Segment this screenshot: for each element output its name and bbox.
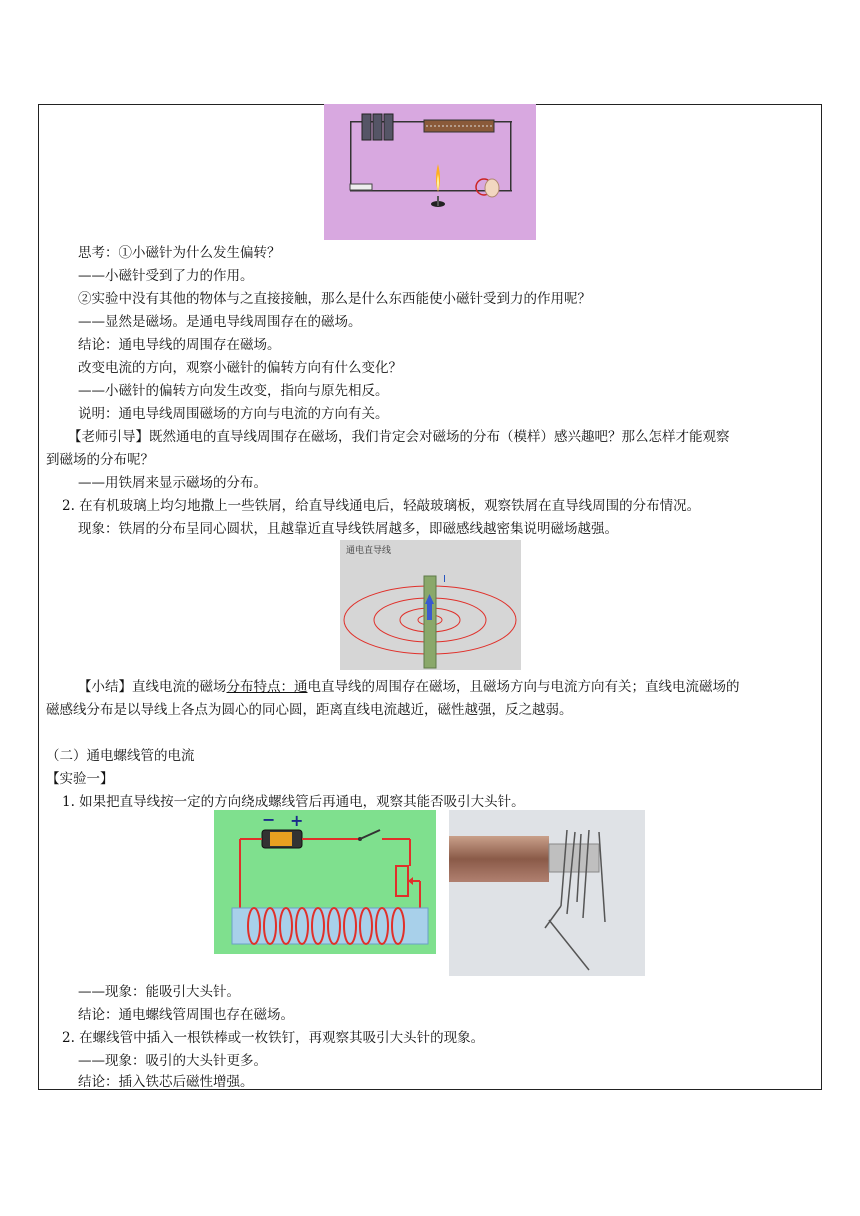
solenoid-conclusion-1: 结论：通电螺线管周围也存在磁场。 bbox=[78, 1007, 294, 1023]
think-answer-3: ——小磁针的偏转方向发生改变，指向与原先相反。 bbox=[78, 383, 389, 399]
teacher-guide-answer: ——用铁屑来显示磁场的分布。 bbox=[78, 475, 267, 491]
solenoid-circuit-diagram bbox=[214, 810, 436, 954]
summary-prefix: 【小结】直线电流的磁场 bbox=[78, 679, 227, 695]
think-question-2: ②实验中没有其他的物体与之直接接触，那么是什么东西能使小磁针受到力的作用呢？ bbox=[78, 291, 591, 307]
figure-concentric-field-lines bbox=[340, 540, 521, 670]
circuit-diagram bbox=[324, 104, 536, 240]
figure-caption: 通电直导线 bbox=[346, 546, 392, 556]
solenoid-conclusion-2: 结论：插入铁芯后磁性增强。 bbox=[78, 1074, 254, 1090]
solenoid-step-1: 1. 如果把直导线按一定的方向绕成螺线管后再通电，观察其能否吸引大头针。 bbox=[62, 794, 525, 810]
conclusion-1: 结论：通电导线的周围存在磁场。 bbox=[78, 337, 281, 353]
solenoid-phenomenon-2: ——现象：吸引的大头针更多。 bbox=[78, 1053, 267, 1069]
summary-rest: 电直导线的周围存在磁场，且磁场方向与电流方向有关；直线电流磁场的 bbox=[307, 679, 740, 695]
summary-line-2: 磁感线分布是以导线上各点为圆心的同心圆，距离直线电流越近，磁性越强，反之越弱。 bbox=[46, 702, 573, 718]
think-question-3: 改变电流的方向，观察小磁针的偏转方向有什么变化？ bbox=[78, 360, 402, 376]
current-label: I bbox=[443, 574, 446, 585]
figure-straight-wire-experiment bbox=[324, 104, 536, 240]
figure-solenoid-circuit bbox=[214, 810, 436, 954]
think-answer-1: ——小磁针受到了力的作用。 bbox=[78, 268, 254, 284]
think-question-1: 思考：①小磁针为什么发生偏转？ bbox=[78, 245, 281, 261]
summary-line-1 bbox=[78, 677, 740, 697]
note-1: 说明：通电导线周围磁场的方向与电流的方向有关。 bbox=[78, 406, 389, 422]
solenoid-phenomenon-1: ——现象：能吸引大头针。 bbox=[78, 984, 240, 1000]
minus-sign: − bbox=[262, 810, 276, 829]
teacher-guide-line-2: 到磁场的分布呢？ bbox=[46, 452, 154, 468]
solenoid-step-2: 2. 在螺线管中插入一根铁棒或一枚铁钉，再观察其吸引大头针的现象。 bbox=[62, 1030, 485, 1046]
experiment-1-label: 【实验一】 bbox=[46, 771, 114, 787]
figure-solenoid-pins-photo bbox=[449, 810, 645, 976]
section-2-heading: （二）通电螺线管的电流 bbox=[46, 748, 195, 764]
field-lines-diagram bbox=[340, 540, 521, 670]
step-2-text: 2. 在有机玻璃上均匀地撒上一些铁屑，给直导线通电后，轻敲玻璃板，观察铁屑在直导线周围的分布情况。 bbox=[62, 498, 701, 514]
summary-underlined: 分布特点：通 bbox=[226, 679, 308, 695]
plus-sign: + bbox=[290, 811, 304, 830]
step-2-phenomenon: 现象：铁屑的分布呈同心圆状，且越靠近直导线铁屑越多，即磁感线越密集说明磁场越强。 bbox=[78, 521, 618, 537]
solenoid-pins-illustration bbox=[449, 810, 645, 976]
teacher-guide-line-1: 【老师引导】既然通电的直导线周围存在磁场，我们肯定会对磁场的分布（模样）感兴趣吧？那么怎样才能观察 bbox=[68, 429, 730, 445]
think-answer-2: ——显然是磁场。是通电导线周围存在的磁场。 bbox=[78, 314, 362, 330]
